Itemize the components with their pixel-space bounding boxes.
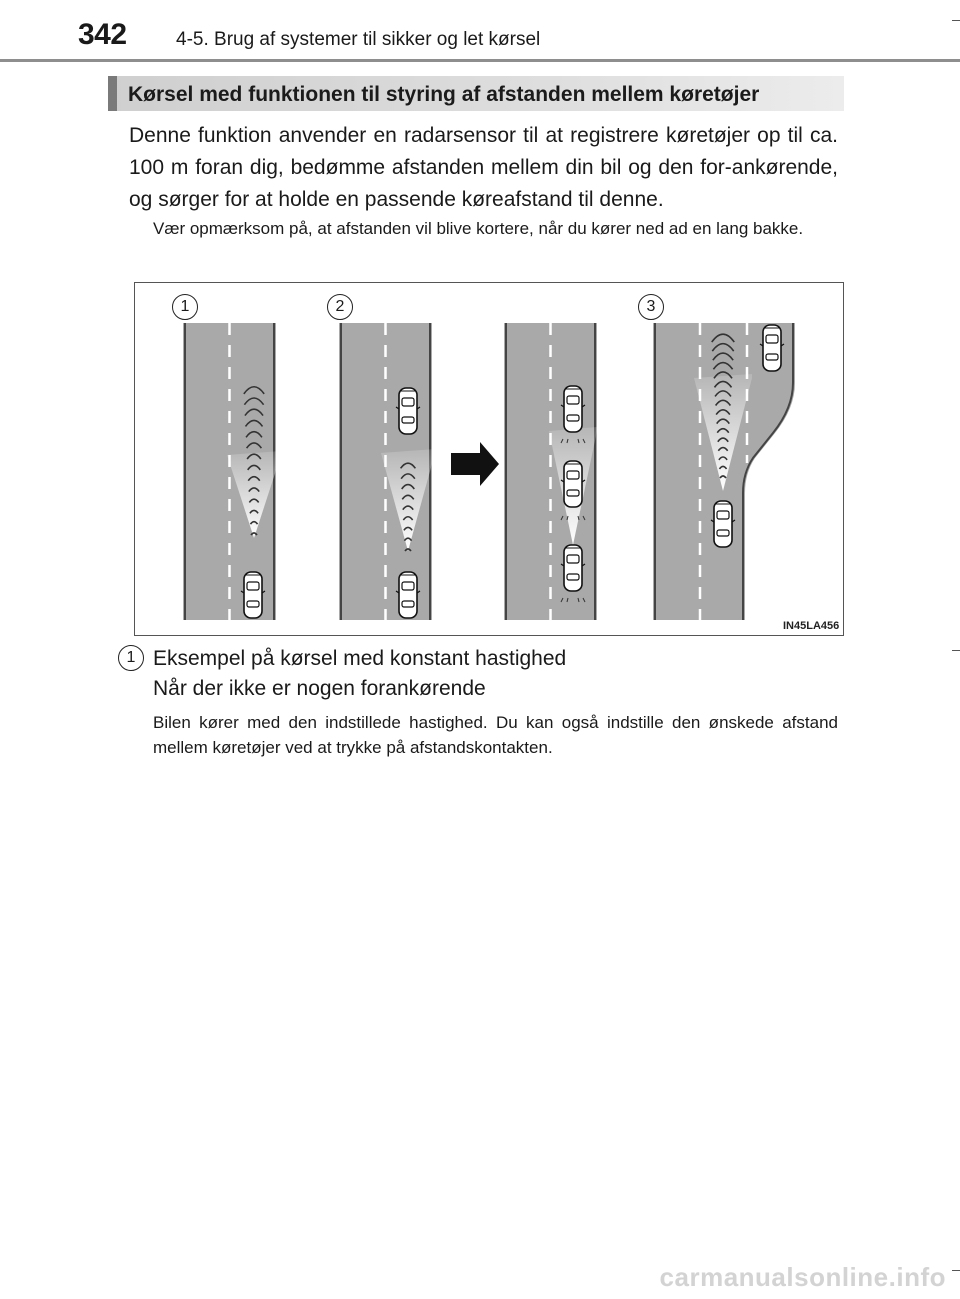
scene-label-1: 1 bbox=[172, 294, 198, 320]
crop-mark bbox=[952, 20, 960, 21]
transition-arrow-icon bbox=[451, 442, 499, 486]
item-title: Eksempel på kørsel med konstant hastighed bbox=[153, 647, 567, 670]
car-icon bbox=[561, 461, 585, 507]
watermark: carmanualsonline.info bbox=[659, 1262, 946, 1292]
road-scenes bbox=[135, 283, 845, 637]
car-icon bbox=[561, 386, 585, 432]
item-number-badge: 1 bbox=[118, 645, 144, 671]
scene-label-3: 3 bbox=[638, 294, 664, 320]
item-subtitle: Når der ikke er nogen forankørende bbox=[153, 677, 486, 700]
item-description: Bilen kører med den indstillede hastighed. Du kan også indstille den ønskede afstand mellem køretøjer ved at trykke på afstandskontakten. bbox=[153, 713, 838, 757]
page-number: 342 bbox=[78, 18, 127, 51]
car-icon bbox=[241, 572, 265, 618]
crop-mark bbox=[952, 650, 960, 651]
section-heading bbox=[108, 76, 844, 111]
intro-paragraph: Denne funktion anvender en radarsensor til at registrere køretøjer op til ca. 100 m foran dig, bedømme afstanden mellem din bil og den for-ankørende, og sørger for at holde en passende køreafstand til denne. bbox=[129, 124, 838, 211]
crop-mark bbox=[952, 1270, 960, 1271]
radar-cruise-illustration bbox=[134, 282, 844, 636]
header-rule bbox=[0, 59, 960, 62]
car-icon bbox=[396, 388, 420, 434]
section-heading-bar bbox=[108, 76, 117, 111]
figure-code: IN45LA456 bbox=[783, 620, 840, 632]
car-icon bbox=[760, 325, 784, 371]
note-paragraph: Vær opmærksom på, at afstanden vil blive kortere, når du kører ned ad en lang bakke. bbox=[153, 219, 804, 238]
section-title: Kørsel med funktionen til styring af afstanden mellem køretøjer bbox=[128, 83, 760, 106]
car-icon bbox=[396, 572, 420, 618]
car-icon bbox=[711, 501, 735, 547]
car-icon bbox=[561, 545, 585, 591]
chapter-title: 4-5. Brug af systemer til sikker og let kørsel bbox=[176, 29, 541, 50]
scene-label-2: 2 bbox=[327, 294, 353, 320]
